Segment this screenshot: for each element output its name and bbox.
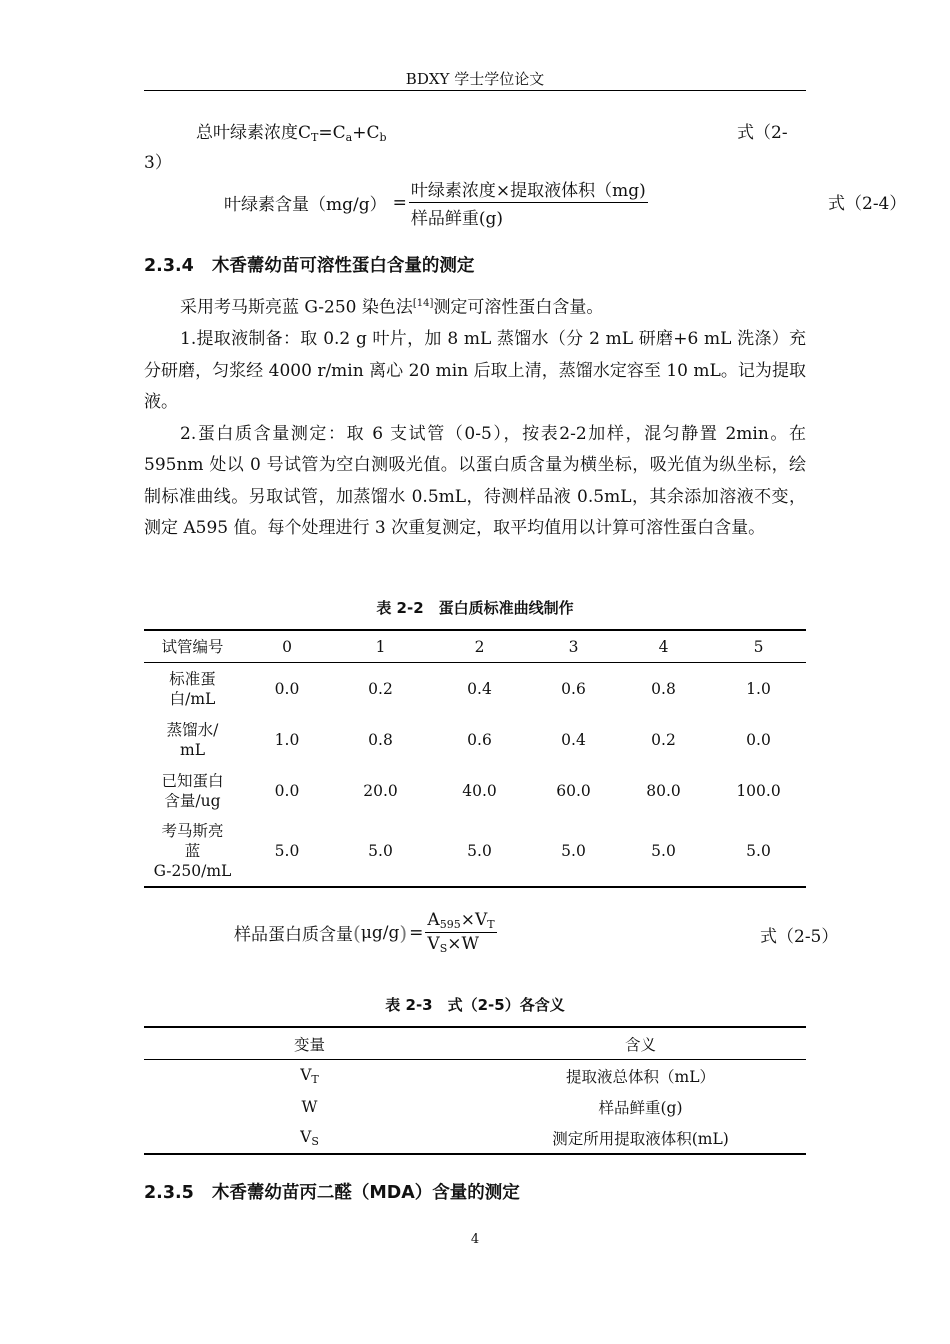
eq-label: 总叶绿素浓度 [196, 123, 298, 143]
section-number: 2.3.4 [144, 256, 194, 276]
paragraph-method: 采用考马斯亮蓝 G-250 染色法[14]测定可溶性蛋白含量。 [180, 297, 604, 318]
table-row: W 样品鲜重(g) [301, 1097, 683, 1117]
equation-2-4: 叶绿素含量（mg/g） = $\frac{\text{叶绿素浓度×提取液体积（mg)}}{\text{样品鲜重(g)}}$ [224, 176, 648, 229]
section-heading-2-3-5 [144, 1179, 520, 1204]
header-rule [144, 90, 806, 91]
section-heading-2-3-4 [144, 252, 474, 277]
eq-unit: μg/g [360, 922, 400, 943]
fraction [409, 176, 648, 229]
denominator: $V_S\times W$ [427, 934, 479, 955]
table-row: 蒸馏水/ mL 1.0 0.8 0.6 0.4 0.2 0.0 [166, 721, 771, 759]
equation-ref-2-3-cont: 3） [144, 153, 172, 173]
running-header: BDXY 学士学位论文 [405, 70, 545, 88]
table-row: 已知蛋白 含量/ug 0.0 20.0 40.0 60.0 80.0 100.0 [161, 772, 781, 810]
numerator: $A_{595}\times V_T$ [427, 910, 495, 931]
table-2-2 [144, 629, 806, 888]
eq-label: 样品蛋白质含量 [234, 925, 353, 945]
table-row: $V_S$ 测定所用提取液体积(mL) [300, 1127, 729, 1148]
page-number: 4 [470, 1232, 480, 1247]
paragraph-measurement: 2.蛋白质含量测定：取 6 支试管（0-5），按表2-2加样，混匀静置 2min。在 595nm 处以 0 号试管为空白测吸光值。以蛋白质含量为横坐标，吸光值为纵坐标，绘制标准曲线。另取试管，加蒸馏水 0.5mL，待测样品液 0.5mL，其余添加溶液不变，测定 A595 值。每个处理进行 3 次重复测定，取平均值用以计算可溶性蛋白含量。 [144, 423, 806, 539]
table-row: 标准蛋 白/mL 0.0 0.2 0.4 0.6 0.8 1.0 [169, 669, 771, 708]
numerator: 叶绿素浓度×提取液体积（mg) [409, 176, 648, 203]
section-number: 2.3.5 [144, 1183, 194, 1203]
table-2-3 [144, 1026, 806, 1155]
equation-2-5: 样品蛋白质含量 ( μg/g ) = $\frac{A_{595}\times V_T}{V_S\times W}$ [234, 910, 495, 955]
table-row: $V_T$ 提取液总体积（mL） [300, 1065, 715, 1086]
table-caption-2-2: 表 2-2 蛋白质标准曲线制作 [376, 599, 574, 617]
table-header-row: 变量 含义 [144, 1027, 806, 1060]
table-caption-2-3: 表 2-3 式（2-5）各含义 [385, 996, 565, 1014]
equation-2-3: 总叶绿素浓度$C_T=C_a+C_b$ [196, 123, 387, 144]
equation-ref-2-3: 式（2- [737, 123, 788, 143]
eq-label: 叶绿素含量（mg/g） [224, 195, 387, 215]
citation: [14] [412, 298, 434, 309]
equation-ref-2-5: 式（2-5） [760, 927, 839, 947]
fraction [425, 910, 496, 955]
denominator: 样品鲜重(g) [410, 209, 504, 229]
section-title: 木香薷幼苗丙二醛（MDA）含量的测定 [211, 1183, 520, 1203]
equation-ref-2-4: 式（2-4） [828, 194, 907, 214]
section-title: 木香薷幼苗可溶性蛋白含量的测定 [211, 256, 475, 276]
paragraph-extraction: 1.提取液制备：取 0.2 g 叶片，加 8 mL 蒸馏水（分 2 mL 研磨+6 mL 洗涤）充分研磨，匀浆经 4000 r/min 离心 20 min 后取上清，蒸馏水定容至 10 mL。记为提取液。 [144, 329, 806, 413]
table-row: 考马斯亮 蓝 G-250/mL 5.0 5.0 5.0 5.0 5.0 5.0 [153, 822, 771, 880]
table-header-row: 试管编号 0 1 2 3 4 5 [144, 630, 806, 663]
body-text [144, 288, 806, 545]
